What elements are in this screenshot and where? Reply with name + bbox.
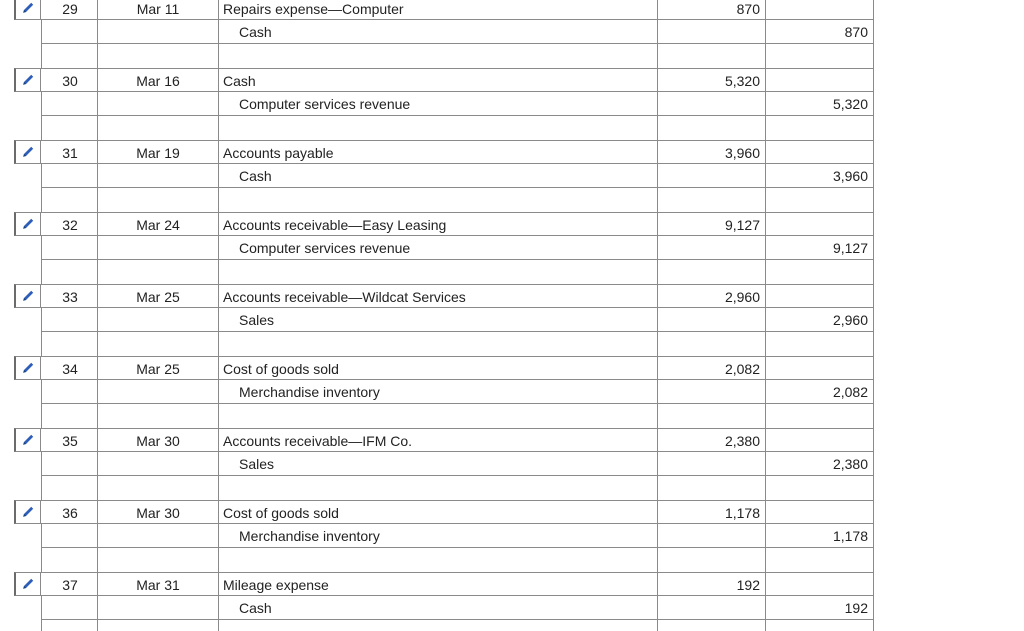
blank-account-field[interactable]: [219, 476, 658, 500]
blank-account-field[interactable]: [219, 260, 658, 284]
entry-date-cell-empty: [98, 380, 219, 404]
entry-number-cell-empty: [41, 236, 98, 260]
pencil-icon: [21, 433, 35, 447]
entry-date: Mar 19: [98, 140, 219, 164]
debit-amount-field[interactable]: 192: [658, 572, 766, 596]
debit-amount-field-empty[interactable]: [658, 380, 766, 404]
debit-row: [0, 428, 874, 452]
debit-account-field[interactable]: Cost of goods sold: [219, 356, 658, 380]
blank-account-field[interactable]: [219, 116, 658, 140]
credit-row: [0, 524, 874, 548]
journal-entry: [0, 356, 874, 428]
blank-credit-field[interactable]: [766, 260, 874, 284]
debit-row: [0, 0, 874, 20]
entry-date: Mar 31: [98, 572, 219, 596]
entry-number-cell-empty: [41, 164, 98, 188]
blank-account-field[interactable]: [219, 548, 658, 572]
debit-account-field[interactable]: Accounts payable: [219, 140, 658, 164]
edit-entry-button[interactable]: [14, 68, 41, 92]
debit-row: [0, 68, 874, 92]
pencil-icon: [21, 145, 35, 159]
journal-entry: [0, 284, 874, 356]
entry-date: Mar 11: [98, 0, 219, 20]
blank-row: [0, 620, 874, 631]
entry-date: Mar 30: [98, 500, 219, 524]
credit-account-field[interactable]: Computer services revenue: [219, 92, 658, 116]
blank-cell: [41, 116, 98, 140]
blank-credit-field[interactable]: [766, 404, 874, 428]
entry-date: Mar 25: [98, 284, 219, 308]
credit-amount-field[interactable]: 2,380: [766, 452, 874, 476]
blank-debit-field[interactable]: [658, 620, 766, 631]
blank-cell: [98, 548, 219, 572]
credit-amount-field[interactable]: 3,960: [766, 164, 874, 188]
blank-debit-field[interactable]: [658, 260, 766, 284]
journal-entry: [0, 68, 874, 140]
blank-debit-field[interactable]: [658, 116, 766, 140]
pencil-icon: [21, 361, 35, 375]
blank-cell: [98, 116, 219, 140]
edit-entry-button[interactable]: [14, 356, 41, 380]
credit-amount-field-empty[interactable]: [766, 572, 874, 596]
debit-amount-field[interactable]: 2,082: [658, 356, 766, 380]
blank-credit-field[interactable]: [766, 332, 874, 356]
credit-amount-field-empty[interactable]: [766, 0, 874, 20]
blank-credit-field[interactable]: [766, 476, 874, 500]
entry-number: 36: [41, 500, 98, 524]
blank-row: [0, 188, 874, 212]
credit-row: [0, 92, 874, 116]
blank-account-field[interactable]: [219, 332, 658, 356]
credit-account-field[interactable]: Merchandise inventory: [219, 524, 658, 548]
journal-entry: [0, 0, 874, 68]
pencil-icon: [21, 1, 35, 15]
entry-number: 34: [41, 356, 98, 380]
credit-account-field[interactable]: Merchandise inventory: [219, 380, 658, 404]
edit-entry-button[interactable]: [14, 0, 41, 20]
blank-cell: [41, 188, 98, 212]
debit-row: [0, 212, 874, 236]
blank-cell: [41, 44, 98, 68]
blank-cell: [98, 188, 219, 212]
debit-account-field[interactable]: Cost of goods sold: [219, 500, 658, 524]
credit-amount-field-empty[interactable]: [766, 68, 874, 92]
debit-amount-field[interactable]: 9,127: [658, 212, 766, 236]
entry-date-cell-empty: [98, 308, 219, 332]
blank-debit-field[interactable]: [658, 404, 766, 428]
debit-amount-field-empty[interactable]: [658, 20, 766, 44]
credit-account-field[interactable]: Cash: [219, 596, 658, 620]
entry-number-cell-empty: [41, 596, 98, 620]
credit-row: [0, 164, 874, 188]
blank-credit-field[interactable]: [766, 188, 874, 212]
credit-amount-field-empty[interactable]: [766, 428, 874, 452]
blank-debit-field[interactable]: [658, 332, 766, 356]
journal-entry: [0, 212, 874, 284]
credit-amount-field-empty[interactable]: [766, 500, 874, 524]
journal-entry: [0, 500, 874, 572]
edit-entry-button[interactable]: [14, 212, 41, 236]
blank-row: [0, 260, 874, 284]
entry-number: 30: [41, 68, 98, 92]
edit-entry-button[interactable]: [14, 500, 41, 524]
debit-amount-field-empty[interactable]: [658, 92, 766, 116]
pencil-icon: [21, 73, 35, 87]
edit-entry-button[interactable]: [14, 284, 41, 308]
entry-number: 35: [41, 428, 98, 452]
journal-entry: [0, 572, 874, 631]
entry-date: Mar 25: [98, 356, 219, 380]
blank-row: [0, 116, 874, 140]
credit-amount-field-empty[interactable]: [766, 212, 874, 236]
pencil-icon: [21, 217, 35, 231]
blank-row: [0, 404, 874, 428]
entry-number-cell-empty: [41, 380, 98, 404]
blank-cell: [41, 476, 98, 500]
edit-entry-button[interactable]: [14, 428, 41, 452]
entry-date-cell-empty: [98, 164, 219, 188]
credit-account-field[interactable]: Computer services revenue: [219, 236, 658, 260]
entry-date-cell-empty: [98, 20, 219, 44]
blank-credit-field[interactable]: [766, 44, 874, 68]
pencil-icon: [21, 577, 35, 591]
journal-entry: [0, 140, 874, 212]
blank-account-field[interactable]: [219, 404, 658, 428]
entry-number: 33: [41, 284, 98, 308]
debit-account-field[interactable]: Repairs expense—Computer: [219, 0, 658, 20]
credit-row: [0, 380, 874, 404]
entry-date-cell-empty: [98, 236, 219, 260]
blank-debit-field[interactable]: [658, 548, 766, 572]
pencil-icon: [21, 505, 35, 519]
credit-account-field[interactable]: Cash: [219, 164, 658, 188]
blank-row: [0, 44, 874, 68]
blank-row: [0, 476, 874, 500]
credit-amount-field[interactable]: 2,082: [766, 380, 874, 404]
edit-entry-button[interactable]: [14, 572, 41, 596]
blank-account-field[interactable]: [219, 44, 658, 68]
credit-account-field[interactable]: Sales: [219, 308, 658, 332]
entry-date: Mar 30: [98, 428, 219, 452]
blank-row: [0, 332, 874, 356]
credit-amount-field[interactable]: 870: [766, 20, 874, 44]
debit-amount-field-empty[interactable]: [658, 452, 766, 476]
credit-amount-field[interactable]: 2,960: [766, 308, 874, 332]
blank-cell: [98, 404, 219, 428]
blank-debit-field[interactable]: [658, 476, 766, 500]
debit-amount-field[interactable]: 5,320: [658, 68, 766, 92]
entry-number-cell-empty: [41, 524, 98, 548]
blank-cell: [41, 620, 98, 631]
credit-amount-field-empty[interactable]: [766, 140, 874, 164]
debit-account-field[interactable]: Accounts receivable—Wildcat Services: [219, 284, 658, 308]
credit-account-field[interactable]: Sales: [219, 452, 658, 476]
debit-account-field[interactable]: Accounts receivable—IFM Co.: [219, 428, 658, 452]
journal-entry: [0, 428, 874, 500]
blank-cell: [41, 548, 98, 572]
credit-account-field[interactable]: Cash: [219, 20, 658, 44]
blank-cell: [98, 44, 219, 68]
entry-date-cell-empty: [98, 596, 219, 620]
pencil-icon: [21, 289, 35, 303]
entry-number-cell-empty: [41, 92, 98, 116]
blank-debit-field[interactable]: [658, 188, 766, 212]
entry-number: 37: [41, 572, 98, 596]
debit-amount-field-empty[interactable]: [658, 236, 766, 260]
blank-cell: [98, 260, 219, 284]
entry-number-cell-empty: [41, 308, 98, 332]
edit-entry-button[interactable]: [14, 140, 41, 164]
blank-credit-field[interactable]: [766, 620, 874, 631]
debit-amount-field[interactable]: 1,178: [658, 500, 766, 524]
credit-amount-field[interactable]: 1,178: [766, 524, 874, 548]
entry-date: Mar 16: [98, 68, 219, 92]
debit-row: [0, 356, 874, 380]
credit-row: [0, 20, 874, 44]
credit-row: [0, 452, 874, 476]
blank-cell: [41, 260, 98, 284]
debit-account-field[interactable]: Accounts receivable—Easy Leasing: [219, 212, 658, 236]
entry-number-cell-empty: [41, 20, 98, 44]
credit-amount-field-empty[interactable]: [766, 356, 874, 380]
debit-amount-field[interactable]: 2,960: [658, 284, 766, 308]
credit-row: [0, 596, 874, 620]
blank-credit-field[interactable]: [766, 548, 874, 572]
debit-amount-field[interactable]: 3,960: [658, 140, 766, 164]
entry-date-cell-empty: [98, 92, 219, 116]
entry-date-cell-empty: [98, 452, 219, 476]
blank-cell: [41, 404, 98, 428]
entry-date-cell-empty: [98, 524, 219, 548]
credit-amount-field[interactable]: 5,320: [766, 92, 874, 116]
blank-debit-field[interactable]: [658, 44, 766, 68]
blank-credit-field[interactable]: [766, 116, 874, 140]
entry-number: 32: [41, 212, 98, 236]
debit-account-field[interactable]: Cash: [219, 68, 658, 92]
entry-number: 31: [41, 140, 98, 164]
debit-amount-field[interactable]: 2,380: [658, 428, 766, 452]
debit-row: [0, 500, 874, 524]
debit-amount-field-empty[interactable]: [658, 596, 766, 620]
blank-cell: [98, 476, 219, 500]
blank-cell: [41, 332, 98, 356]
blank-row: [0, 548, 874, 572]
debit-amount-field-empty[interactable]: [658, 164, 766, 188]
credit-amount-field[interactable]: 9,127: [766, 236, 874, 260]
debit-amount-field[interactable]: 870: [658, 0, 766, 20]
credit-amount-field-empty[interactable]: [766, 284, 874, 308]
entry-number: 29: [41, 0, 98, 20]
credit-row: [0, 236, 874, 260]
entry-number-cell-empty: [41, 452, 98, 476]
blank-account-field[interactable]: [219, 620, 658, 631]
blank-cell: [98, 332, 219, 356]
credit-row: [0, 308, 874, 332]
debit-amount-field-empty[interactable]: [658, 308, 766, 332]
debit-amount-field-empty[interactable]: [658, 524, 766, 548]
blank-cell: [98, 620, 219, 631]
debit-row: [0, 284, 874, 308]
debit-row: [0, 140, 874, 164]
credit-amount-field[interactable]: 192: [766, 596, 874, 620]
debit-row: [0, 572, 874, 596]
entry-date: Mar 24: [98, 212, 219, 236]
blank-account-field[interactable]: [219, 188, 658, 212]
debit-account-field[interactable]: Mileage expense: [219, 572, 658, 596]
